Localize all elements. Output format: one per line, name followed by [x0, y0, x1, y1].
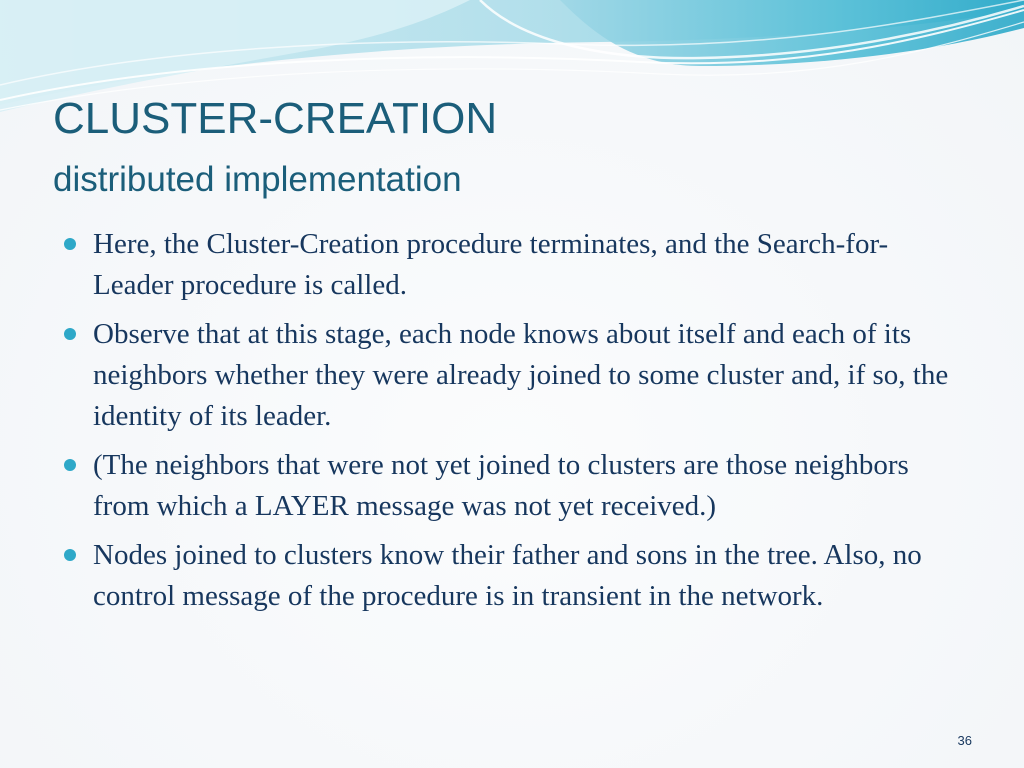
- bullet-item: [62, 445, 962, 527]
- bullet-icon: [64, 238, 76, 250]
- bullet-icon: [64, 328, 76, 340]
- bullet-text: Observe that at this stage, each node knows about itself and each of its neighbors whether they were already joined to some cluster and, if so, the identity of its leader.: [93, 318, 949, 432]
- slide-subtitle: distributed implementation: [53, 160, 462, 199]
- bullet-list: [62, 224, 962, 625]
- bullet-text: Nodes joined to clusters know their father and sons in the tree. Also, no control message of the procedure is in transient in the network.: [93, 539, 922, 612]
- slide-title: CLUSTER-CREATION: [53, 94, 498, 143]
- bullet-item: [62, 535, 962, 617]
- bullet-text: (The neighbors that were not yet joined to clusters are those neighbors from which a LAYER message was not yet received.): [93, 449, 909, 522]
- bullet-item: [62, 224, 962, 306]
- bullet-item: [62, 314, 962, 437]
- bullet-icon: [64, 549, 76, 561]
- bullet-text: Here, the Cluster-Creation procedure terminates, and the Search-for-Leader procedure is called.: [93, 228, 889, 301]
- bullet-icon: [64, 459, 76, 471]
- page-number: 36: [957, 733, 972, 748]
